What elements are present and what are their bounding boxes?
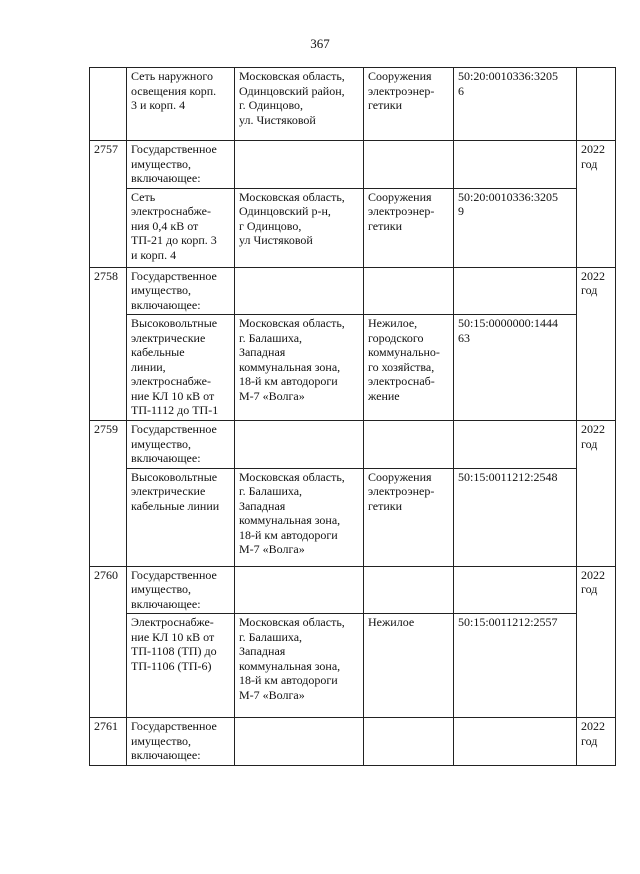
- row-number: 2761: [90, 718, 127, 766]
- address-cell: Московская область, Одинцовский район, г. Одинцово, ул. Чистяковой: [235, 68, 364, 141]
- row-title: Государственное имущество, включающее:: [127, 718, 235, 766]
- purpose-cell: Нежилое: [364, 614, 454, 718]
- empty-cell: [364, 566, 454, 614]
- address-cell: Московская область, г. Балашиха, Западная коммунальная зона, 18-й км автодороги М-7 «Волга»: [235, 468, 364, 566]
- purpose-cell: Нежилое, городского коммунально- го хозяйства, электроснаб- жение: [364, 315, 454, 421]
- table-row-header: [90, 421, 616, 469]
- row-year: 2022 год: [577, 421, 616, 567]
- empty-cell: [235, 421, 364, 469]
- table-row-header: [90, 141, 616, 189]
- cadastral-number-cell: 50:15:0011212:2548: [454, 468, 577, 566]
- cadastral-number-cell: 50:15:0011212:2557: [454, 614, 577, 718]
- table-row-header: [90, 718, 616, 766]
- empty-cell: [454, 718, 577, 766]
- row-title: Государственное имущество, включающее:: [127, 421, 235, 469]
- object-name-cell: Высоковольтные электрические кабельные линии, электроснабже- ние КЛ 10 кВ от ТП-1112 до ТП-1: [127, 315, 235, 421]
- cadastral-number-cell: 50:20:0010336:3205 9: [454, 188, 577, 267]
- row-year: 2022 год: [577, 267, 616, 421]
- purpose-cell: Сооружения электроэнер- гетики: [364, 468, 454, 566]
- row-number: 2758: [90, 267, 127, 421]
- row-year: 2022 год: [577, 141, 616, 268]
- table-row-continuation: [90, 68, 616, 141]
- row-title: Государственное имущество, включающее:: [127, 141, 235, 189]
- empty-cell: [235, 566, 364, 614]
- number-cell: [90, 68, 127, 141]
- table-row-item: [90, 468, 616, 566]
- empty-cell: [235, 267, 364, 315]
- object-name-cell: Электроснабже- ние КЛ 10 кВ от ТП-1108 (ТП) до ТП-1106 (ТП-6): [127, 614, 235, 718]
- object-name-cell: Сеть наружного освещения корп. 3 и корп. 4: [127, 68, 235, 141]
- address-cell: Московская область, г. Балашиха, Западная коммунальная зона, 18-й км автодороги М-7 «Волга»: [235, 614, 364, 718]
- empty-cell: [454, 141, 577, 189]
- row-title: Государственное имущество, включающее:: [127, 566, 235, 614]
- empty-cell: [364, 267, 454, 315]
- table-row-header: [90, 267, 616, 315]
- purpose-cell: Сооружения электроэнер- гетики: [364, 188, 454, 267]
- empty-cell: [454, 267, 577, 315]
- empty-cell: [364, 718, 454, 766]
- empty-cell: [454, 421, 577, 469]
- cadastral-number-cell: 50:20:0010336:3205 6: [454, 68, 577, 141]
- page-number: 367: [310, 36, 330, 51]
- row-number: 2760: [90, 566, 127, 718]
- object-name-cell: Высоковольтные электрические кабельные линии: [127, 468, 235, 566]
- row-number: 2757: [90, 141, 127, 268]
- property-register-table: [89, 67, 616, 766]
- row-number: 2759: [90, 421, 127, 567]
- table-row-header: [90, 566, 616, 614]
- row-year: 2022 год: [577, 718, 616, 766]
- object-name-cell: Сеть электроснабже- ния 0,4 кВ от ТП-21 до корп. 3 и корп. 4: [127, 188, 235, 267]
- purpose-cell: Сооружения электроэнер- гетики: [364, 68, 454, 141]
- address-cell: Московская область, Одинцовский р-н, г Одинцово, ул Чистяковой: [235, 188, 364, 267]
- year-cell: [577, 68, 616, 141]
- empty-cell: [235, 141, 364, 189]
- empty-cell: [454, 566, 577, 614]
- empty-cell: [364, 141, 454, 189]
- empty-cell: [364, 421, 454, 469]
- address-cell: Московская область, г. Балашиха, Западная коммунальная зона, 18-й км автодороги М-7 «Волга»: [235, 315, 364, 421]
- table-row-item: [90, 614, 616, 718]
- table-row-item: [90, 315, 616, 421]
- table-row-item: [90, 188, 616, 267]
- row-title: Государственное имущество, включающее:: [127, 267, 235, 315]
- cadastral-number-cell: 50:15:0000000:1444 63: [454, 315, 577, 421]
- row-year: 2022 год: [577, 566, 616, 718]
- empty-cell: [235, 718, 364, 766]
